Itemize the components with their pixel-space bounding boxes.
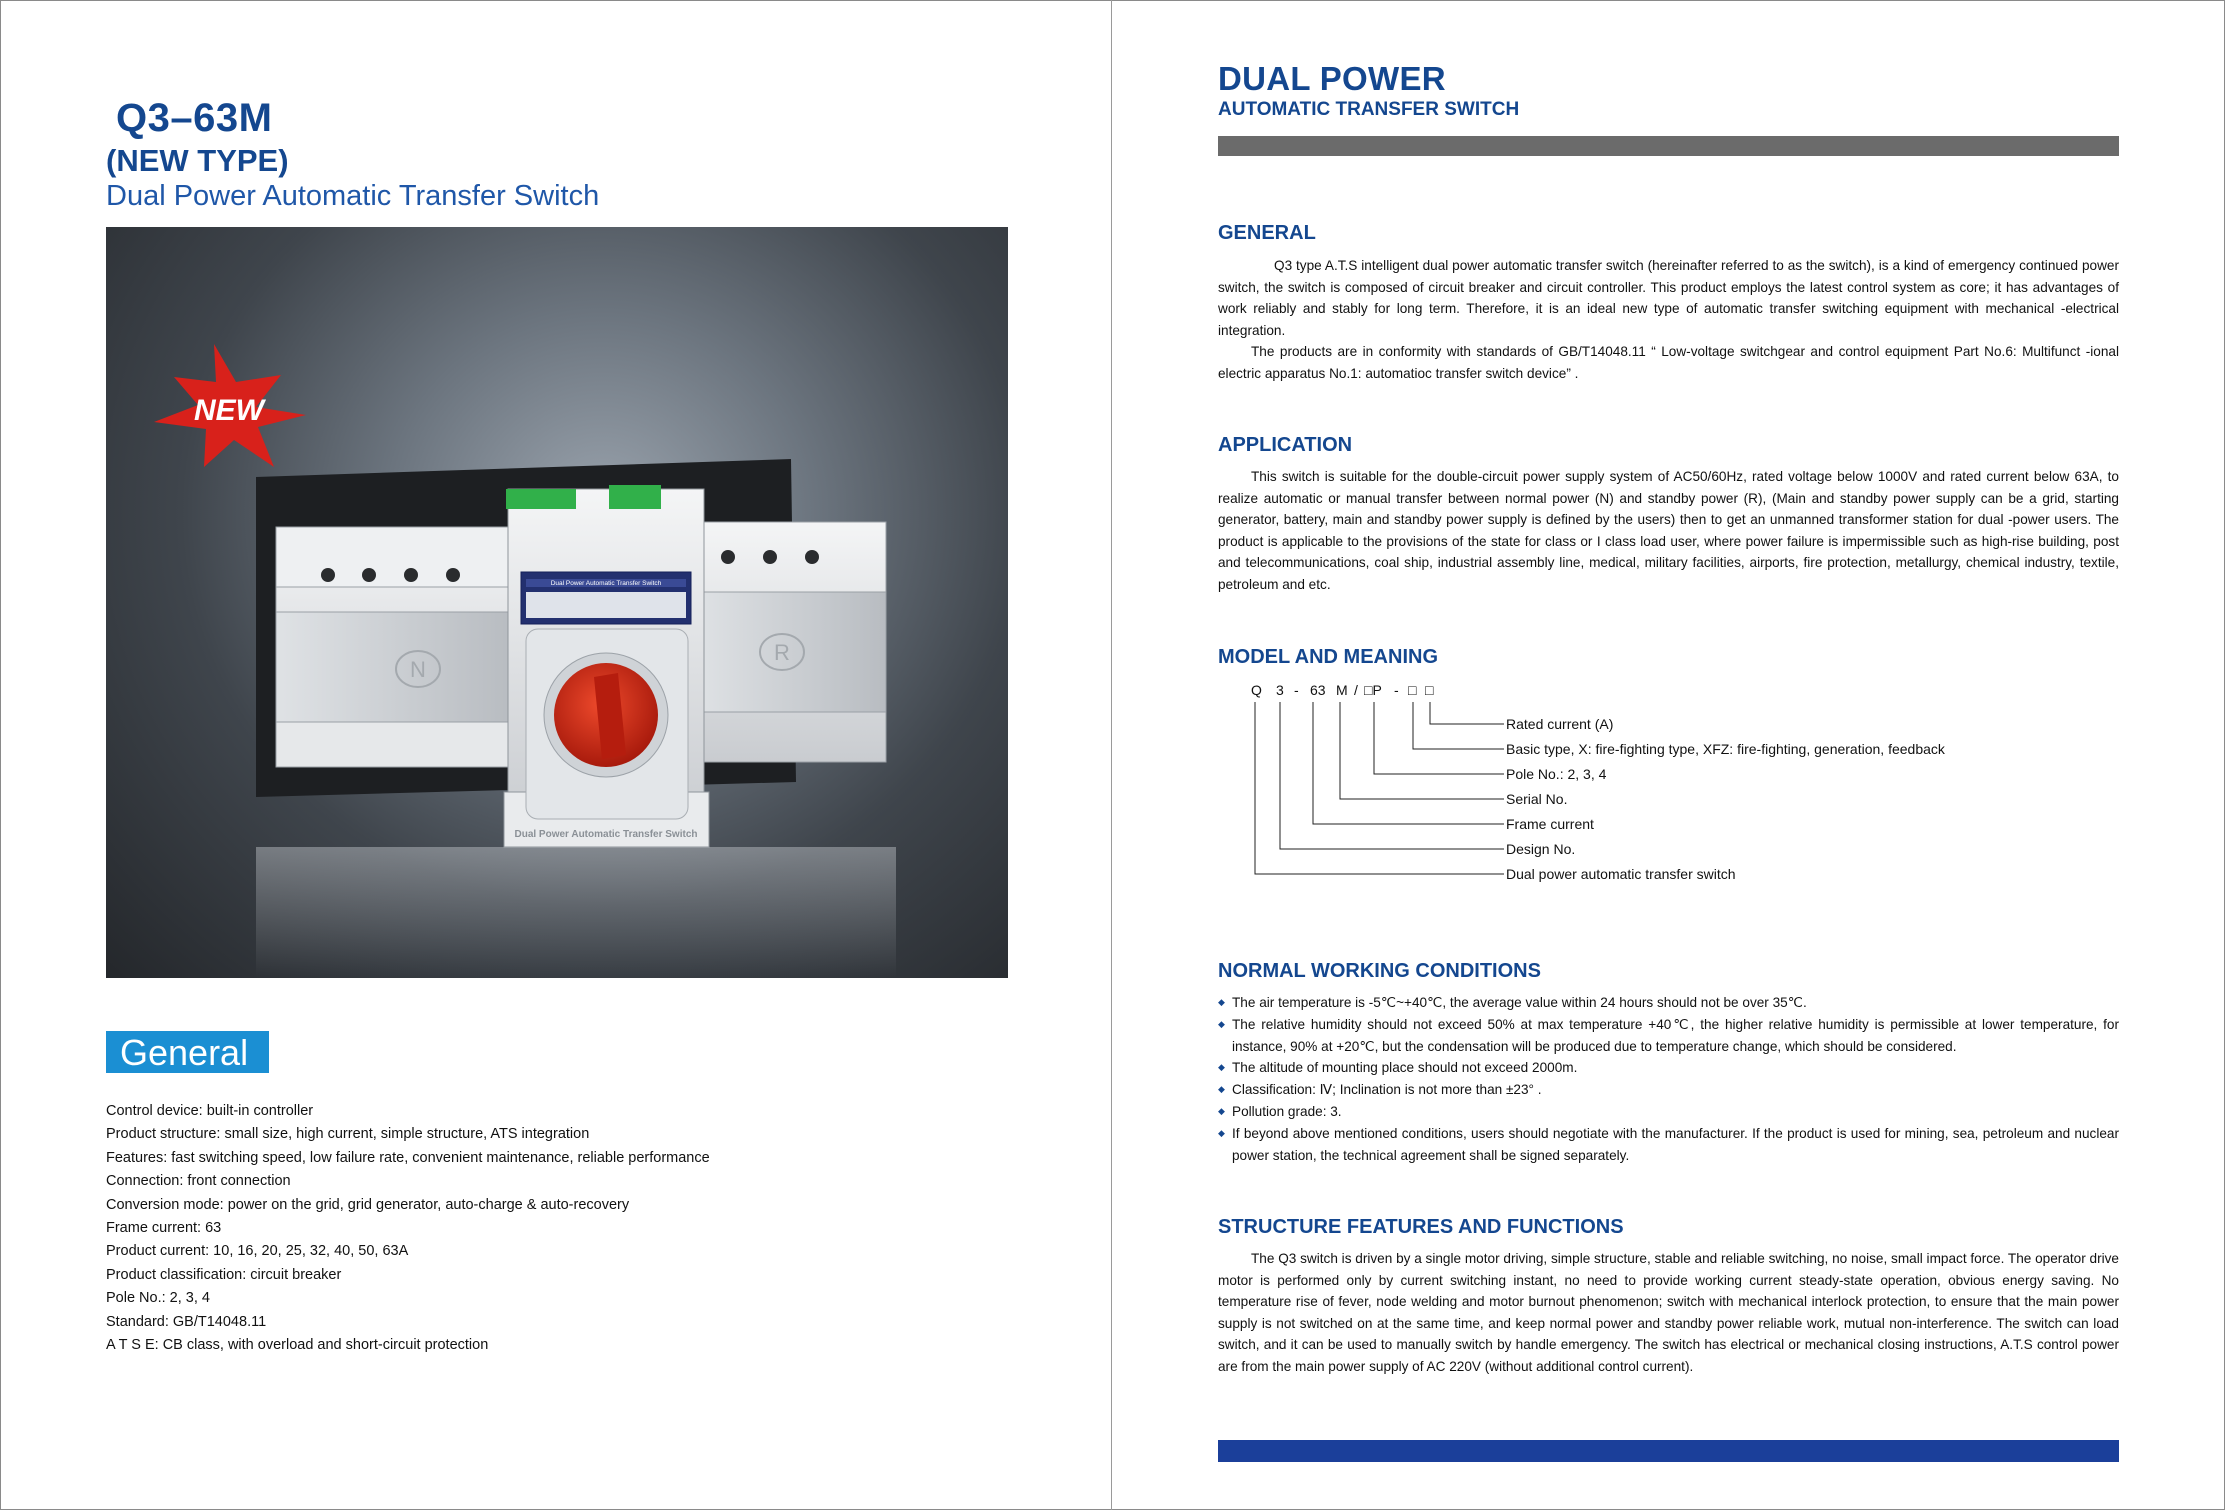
general-heading-badge: [106, 1031, 269, 1073]
new-star-badge: [154, 344, 306, 467]
code-char: Q: [1251, 682, 1262, 698]
model-type-label: (NEW TYPE): [106, 143, 289, 178]
meaning-product-name: Dual power automatic transfer switch: [1506, 866, 1736, 882]
model-code-diagram: [1240, 682, 2120, 892]
condition-item: ◆ The altitude of mounting place should not exceed 2000m.: [1218, 1057, 2119, 1079]
general-heading: General: [120, 1032, 249, 1073]
svg-text:N: N: [410, 657, 426, 682]
code-char: 63: [1310, 682, 1326, 698]
module-n: [276, 527, 511, 767]
condition-item: ◆ If beyond above mentioned conditions, users should negotiate with the manufacturer. If the product is used for mining, sea, petroleum and nuclear power station, the technical agreement shall be signed separately.: [1218, 1123, 2119, 1167]
conditions-list: [1218, 992, 2119, 1166]
model-description: Dual Power Automatic Transfer Switch: [106, 180, 600, 212]
terminal-block-right: [609, 485, 661, 509]
meaning-design-no: Design No.: [1506, 841, 1576, 857]
meaning-serial-no: Serial No.: [1506, 791, 1568, 807]
code-char: -: [1294, 682, 1299, 698]
condition-item: ◆ The relative humidity should not exceed 50% at max temperature +40℃, the higher relative humidity is permissible at lower temperature, for instance, 90% at +20℃, but the condensation will be produced due to temperature change, which should be considered.: [1218, 1014, 2119, 1058]
spec-item: Connection: front connection: [106, 1173, 291, 1190]
code-char: M: [1336, 682, 1348, 698]
code-char: □: [1425, 682, 1434, 698]
spec-item: Frame current: 63: [106, 1220, 222, 1237]
terminal-block-left: [506, 489, 576, 509]
meaning-rated-current: Rated current (A): [1506, 716, 1614, 732]
module-r: [696, 522, 886, 762]
svg-text:R: R: [774, 640, 790, 665]
meaning-basic-type: Basic type, X: fire-fighting type, XFZ: fire-fighting, generation, feedback: [1506, 741, 1945, 757]
code-char: □: [1408, 682, 1417, 698]
code-char: 3: [1276, 682, 1284, 698]
svg-text:Dual Power Automatic Transfer: Dual Power Automatic Transfer Switch: [514, 829, 698, 840]
general-section-heading: GENERAL: [1218, 222, 1316, 244]
spec-item: Features: fast switching speed, low failure rate, convenient maintenance, reliable performance: [106, 1149, 710, 1166]
model-section-heading: MODEL AND MEANING: [1218, 646, 1438, 668]
code-char: -: [1394, 682, 1399, 698]
spec-list: [106, 1100, 710, 1357]
structure-paragraph: The Q3 switch is driven by a single motor driving, simple structure, stable and reliable switching, no noise, small impact force. The operator drive motor is performed only by current switching instant, no need to provide working current steady-state operation, obvious energy saving. No temperature rise of fever, node welding and motor burnout phenomenon; switch with mechanical interlock protection, to ensure that the main power supply is not switched on at the same time, and keep normal power and standby power reliable work, mutual non-interference. The switch can load switch, and it can be used to manually switch by handle emergency. The switch has electrical or mechanical closing instructions, A.T.S control power are from the main power supply of AC 220V (without additional control current).: [1218, 1251, 2119, 1374]
condition-item: ◆ The air temperature is -5℃~+40℃, the average value within 24 hours should not be over 35℃.: [1218, 992, 2119, 1014]
spec-item: Conversion mode: power on the grid, grid generator, auto-charge & auto-recovery: [106, 1196, 630, 1213]
model-title: Q3–63M: [116, 96, 273, 140]
general-section-text: [1218, 255, 2119, 385]
spec-item: Control device: built-in controller: [106, 1103, 314, 1119]
spec-item: A T S E: CB class, with overload and short-circuit protection: [106, 1337, 489, 1354]
right-title: DUAL POWER: [1218, 60, 1446, 97]
meaning-frame-current: Frame current: [1506, 816, 1594, 832]
condition-item: ◆ Classification: Ⅳ; Inclination is not more than ±23° .: [1218, 1079, 2119, 1101]
general-paragraph-2: The products are in conformity with standards of GB/T14048.11 “ Low-voltage switchgear and control equipment Part No.6: Multifunct -ional electric apparatus No.1: automatioc transfer switch device” .: [1218, 344, 2119, 381]
condition-item: ◆ Pollution grade: 3.: [1218, 1101, 2119, 1123]
spec-item: Pole No.: 2, 3, 4: [106, 1290, 210, 1307]
code-char: □P: [1364, 682, 1382, 698]
spec-item: Product structure: small size, high current, simple structure, ATS integration: [106, 1126, 590, 1143]
application-section-text: [1218, 466, 2119, 596]
svg-text:Dual Power Automatic Transfer: Dual Power Automatic Transfer Switch: [550, 580, 662, 587]
floor-reflection: [256, 847, 896, 977]
controller-unit: [504, 485, 709, 847]
footer-bar: [1218, 1440, 2119, 1462]
general-paragraph-1: Q3 type A.T.S intelligent dual power automatic transfer switch (hereinafter referred to as the switch), is a kind of emergency continued power switch, the switch is composed of circuit breaker and circuit controller. This product employs the latest control system as core; it has advantages of work reliably and stably for long term. Therefore, it is an ideal new type of automatic transfer switching equipment with mechanical -electrical integration.: [1218, 258, 2119, 338]
structure-section-heading: STRUCTURE FEATURES AND FUNCTIONS: [1218, 1216, 1624, 1238]
conditions-section-heading: NORMAL WORKING CONDITIONS: [1218, 960, 1541, 982]
application-section-heading: APPLICATION: [1218, 434, 1353, 456]
meaning-pole-no: Pole No.: 2, 3, 4: [1506, 766, 1607, 782]
spec-item: Standard: GB/T14048.11: [106, 1313, 267, 1330]
code-char: /: [1354, 682, 1358, 698]
header-bar: [1218, 136, 2119, 156]
structure-section-text: [1218, 1248, 2119, 1378]
product-photo: [106, 227, 1008, 978]
model-connector-lines: [1240, 682, 2120, 892]
spec-item: Product current: 10, 16, 20, 25, 32, 40, 50, 63A: [106, 1243, 409, 1260]
page-spine: [1111, 0, 1112, 1510]
application-paragraph: This switch is suitable for the double-circuit power supply system of AC50/60Hz, rated voltage below 1000V and rated current below 63A, to realize automatic or manual transfer between normal power (N) and standby power (R), (Main and standby power supply can be a grid, starting generator, battery, main and standby power supply is defined by the users) then to get an unmanned transformer station for dual -power users. The product is applicable to the provisions of the state for class or I class load user, where power failure is impermissible such as high-rise building, post and telecommunications, coal ship, industrial assembly line, medical, military facilities, airports, fire protection, metallurgy, chemical industry, textile, petroleum and etc.: [1218, 469, 2119, 592]
right-subtitle: AUTOMATIC TRANSFER SWITCH: [1218, 99, 1520, 120]
new-badge-label: NEW: [194, 394, 264, 427]
spec-item: Product classification: circuit breaker: [106, 1266, 342, 1283]
